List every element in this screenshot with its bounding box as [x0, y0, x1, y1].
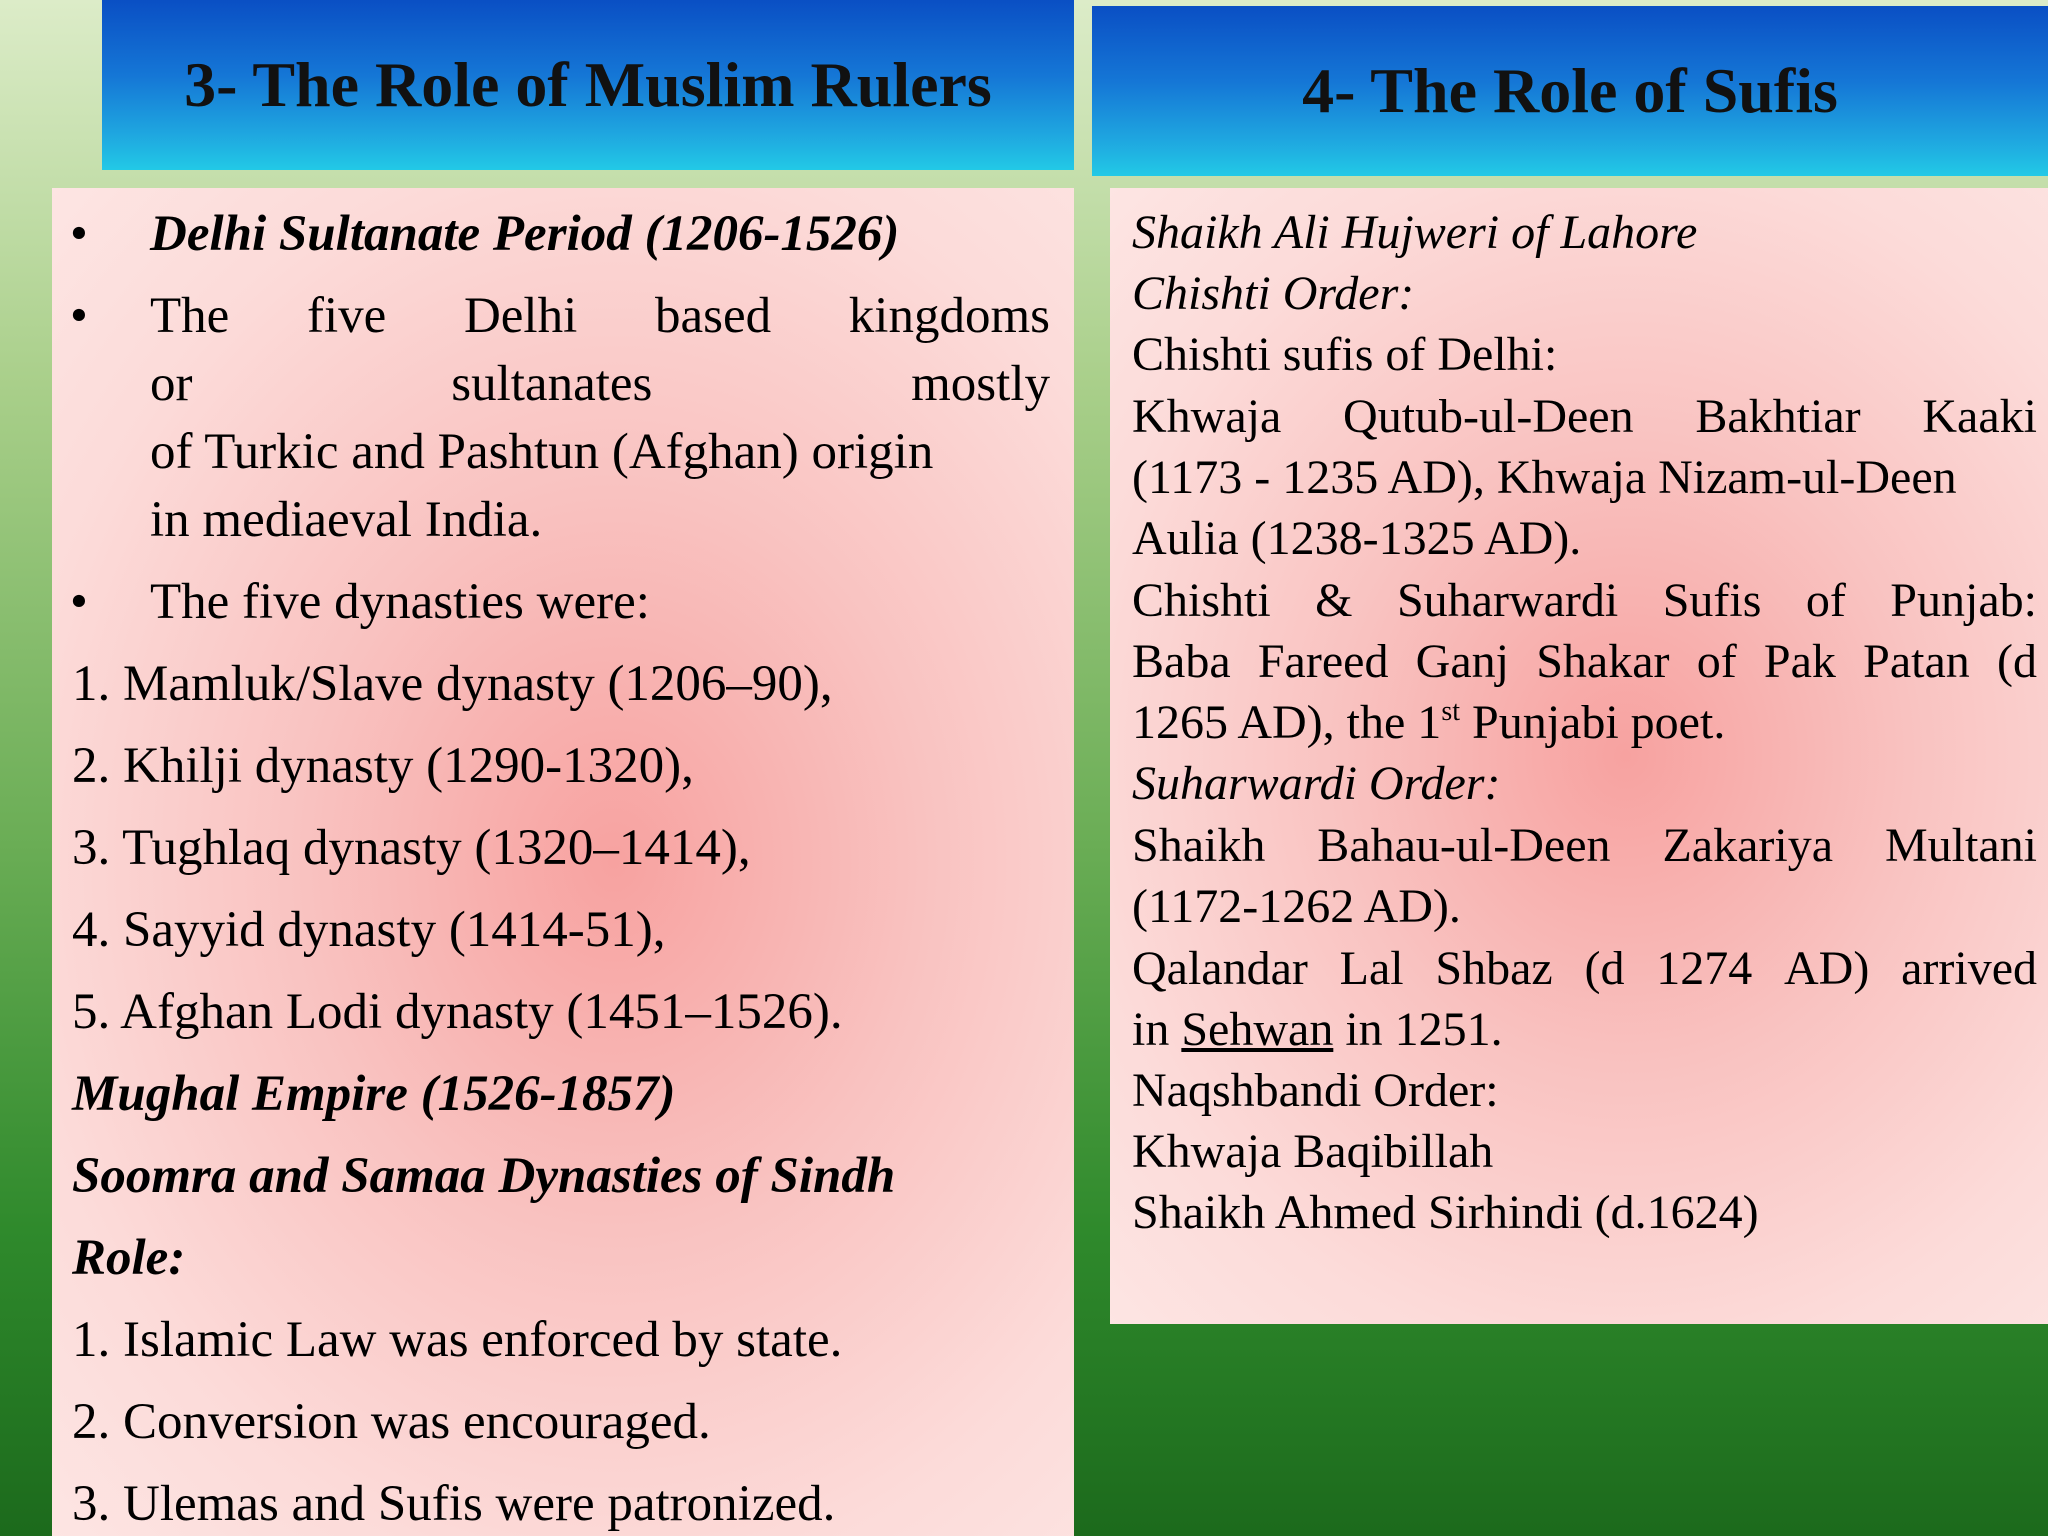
word: Punjab: [1890, 574, 2037, 627]
header-rulers [102, 0, 1074, 170]
word: Chishti [1132, 574, 1271, 627]
word: The [150, 288, 230, 344]
sufis-panel [1110, 188, 2048, 1324]
zakariya-line [1132, 815, 2037, 876]
dynasty-text: 5. Afghan Lodi dynasty (1451–1526). [72, 984, 843, 1040]
kingdoms-line3: of Turkic and Pashtun (Afghan) origin [150, 424, 934, 480]
mughal-empire-heading: Mughal Empire (1526-1857) [72, 1066, 676, 1122]
word: Shbaz [1435, 942, 1553, 995]
punjab-line [1132, 570, 2037, 631]
word: sultanates [451, 356, 653, 412]
header-rulers-title: 3- The Role of Muslim Rulers [184, 49, 992, 120]
dynasty-text: 4. Sayyid dynasty (1414-51), [72, 902, 666, 958]
word: Patan [1863, 635, 1970, 688]
word: based [654, 288, 772, 344]
hujweri-line: Shaikh Ali Hujweri of Lahore [1132, 206, 1698, 259]
word: Delhi [463, 288, 578, 344]
role-text: 1. Islamic Law was enforced by state. [72, 1312, 843, 1368]
dynasty-text: 1. Mamluk/Slave dynasty (1206–90), [72, 656, 833, 712]
dynasty-text: 3. Tughlaq dynasty (1320–1414), [72, 820, 751, 876]
word: AD) [1784, 942, 1870, 995]
word: & [1315, 574, 1353, 627]
ordinal-suffix: st [1441, 696, 1460, 727]
kaaki-line [1132, 386, 2037, 447]
word: Sufis [1662, 574, 1762, 627]
soomra-heading: Soomra and Samaa Dynasties of Sindh [72, 1148, 896, 1204]
bullet-glyph: • [70, 206, 88, 262]
kingdoms-line4: in mediaeval India. [150, 492, 543, 548]
punjabi-poet-line [1132, 692, 2037, 753]
delhi-sultanate-heading: Delhi Sultanate Period (1206-1526) [150, 206, 900, 262]
word: mostly [911, 356, 1050, 412]
role-text: 2. Conversion was encouraged. [72, 1394, 711, 1450]
word: Lal [1339, 942, 1404, 995]
word: Suharwardi [1396, 574, 1619, 627]
sehwan-text-b: in 1251. [1333, 1003, 1503, 1056]
word: Shaikh [1132, 819, 1266, 872]
word: Baba [1132, 635, 1231, 688]
bullet-glyph: • [70, 288, 88, 344]
fareed-line [1132, 631, 2037, 692]
word: Bakhtiar [1695, 390, 1861, 443]
qalandar-line [1132, 938, 2037, 999]
sehwan-line [1132, 999, 2037, 1060]
header-sufis [1092, 6, 2048, 176]
word: Qutub-ul-Deen [1343, 390, 1634, 443]
kingdoms-line2 [150, 350, 1050, 418]
word: Pak [1763, 635, 1836, 688]
chishti-delhi-line: Chishti sufis of Delhi: [1132, 328, 1558, 381]
word: Shakar [1536, 635, 1670, 688]
role-text: 3. Ulemas and Sufis were patronized. [72, 1476, 836, 1532]
five-dynasties-text: The five dynasties were: [150, 574, 650, 630]
nizam-line: (1173 - 1235 AD), Khwaja Nizam-ul-Deen [1132, 451, 1957, 504]
word: (d [1996, 635, 2037, 688]
baqibillah-line: Khwaja Baqibillah [1132, 1125, 1494, 1178]
word: (d [1584, 942, 1625, 995]
poet-text-b: Punjabi poet. [1460, 696, 1726, 749]
kingdoms-line1 [150, 282, 1050, 350]
word: of [1805, 574, 1846, 627]
aulia-line: Aulia (1238-1325 AD). [1132, 512, 1582, 565]
word: Ganj [1415, 635, 1509, 688]
bullet-glyph: • [70, 574, 88, 630]
suharwardi-order-heading: Suharwardi Order: [1132, 757, 1501, 810]
header-sufis-title: 4- The Role of Sufis [1302, 55, 1838, 126]
sehwan-text-a: in [1132, 1003, 1182, 1056]
word: of [1696, 635, 1737, 688]
word: Qalandar [1132, 942, 1308, 995]
word: Fareed [1257, 635, 1389, 688]
role-heading: Role: [72, 1230, 186, 1286]
word: Bahau-ul-Deen [1317, 819, 1611, 872]
word: Zakariya [1662, 819, 1834, 872]
dynasty-text: 2. Khilji dynasty (1290-1320), [72, 738, 694, 794]
zakariya-dates-line: (1172-1262 AD). [1132, 880, 1461, 933]
rulers-panel [52, 188, 1074, 1536]
word: 1274 [1656, 942, 1753, 995]
word: five [306, 288, 387, 344]
chishti-order-heading: Chishti Order: [1132, 267, 1415, 320]
naqshbandi-order-heading: Naqshbandi Order: [1132, 1064, 1499, 1117]
poet-text-a: 1265 AD), the 1 [1132, 696, 1442, 749]
word: arrived [1901, 942, 2037, 995]
word: Kaaki [1922, 390, 2037, 443]
word: Khwaja [1132, 390, 1282, 443]
word: Multani [1884, 819, 2037, 872]
sehwan-link: Sehwan [1181, 1003, 1334, 1056]
sirhindi-line: Shaikh Ahmed Sirhindi (d.1624) [1132, 1186, 1759, 1239]
word: or [150, 356, 193, 412]
word: kingdoms [848, 288, 1050, 344]
